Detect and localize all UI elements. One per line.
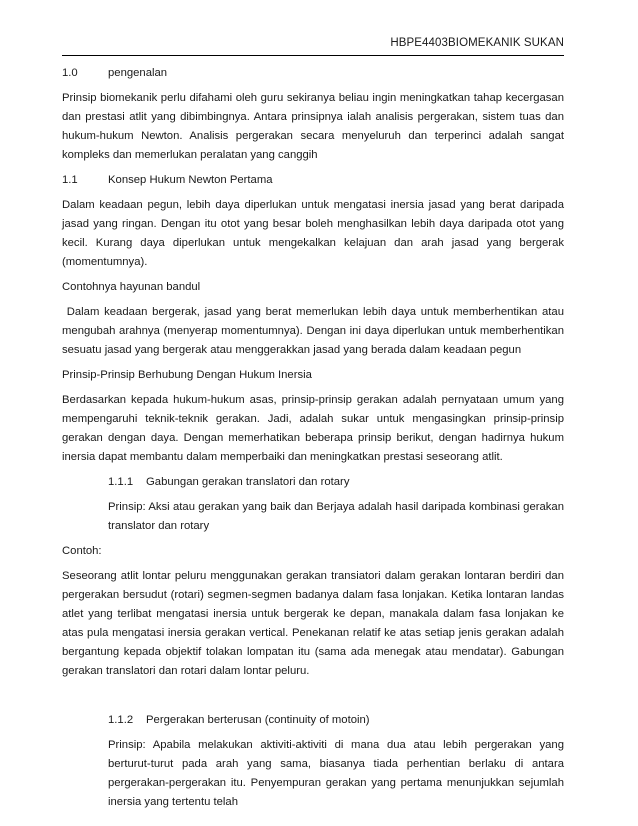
example-label: Contoh:: [62, 545, 102, 557]
subsection-1-1-2: [62, 711, 564, 812]
moving-paragraph: Dalam keadaan bergerak, jasad yang berat memerlukan lebih daya untuk memberhentikan atau mengubah arahnya (menyerap momentumnya). Dengan ini daya diperlukan untuk memberhentikan sesuatu jasad yang bergerak atau menggerakkan jasad yang berada dalam keadaan pegun: [62, 306, 568, 356]
section-number: 1.1.1: [108, 476, 134, 488]
section-heading-1-1-1: [108, 473, 564, 492]
intro-paragraph: Prinsip biomekanik perlu difahami oleh guru sekiranya beliau ingin meningkatkan tahap kecergasan dan prestasi atlit yang dibimbingnya. Antara prinsipnya ialah analisis pergerakan, sistem tuas dan hukum-hukum Newton. Analisis pergerakan secara menyeluruh dan terperinci adalah sangat kompleks dan memerlukan peralatan yang canggih: [62, 92, 564, 161]
section-heading-1-0: [62, 64, 564, 83]
principle-1-paragraph: Prinsip: Aksi atau gerakan yang baik dan Berjaya adalah hasil daripada kombinasi gerakan translator dan rotary: [108, 501, 564, 532]
subsection-1-1-1: [62, 473, 564, 536]
newton-paragraph: Dalam keadaan pegun, lebih daya diperlukan untuk mengatasi inersia jasad yang berat daripada jasad yang ringan. Dengan itu otot yang besar boleh menghasilkan lebih daya daripada otot yang kecil. Kurang daya diperlukan untuk mengekalkan kelajuan dan arah jasad yang bergerak (momentumnya).: [62, 199, 564, 268]
example-paragraph: Seseorang atlit lontar peluru menggunakan gerakan transiatori dalam gerakan lontaran berdiri dan pergerakan bersudut (rotari) segmen-segmen badanya dalam fasa lonjakan. Ketika lontaran landas atlet yang terlibat mengatasi inersia untuk bergerak ke depan, manakala dalam fasa lonjakan ke atas pula mengatasi inersia gerakan vertical. Penekanan relatif ke atas setiap jenis gerakan adalah bergantung kepada objektif tolakan lompatan itu (sama ada menegak atau mendatar). Gabungan gerakan translatori dan rotari dalam lontar peluru.: [62, 570, 564, 677]
section-number: 1.1.2: [108, 714, 134, 726]
principle-2-paragraph: Prinsip: Apabila melakukan aktiviti-aktiviti di mana dua atau lebih pergerakan yang berturut-turut pada arah yang sama, biasanya tiada perhentian berlaku di antara pergerakan-pergerakan itu. Penyempuran gerakan yang pertama menunjukkan sejumlah inersia yang tertentu telah: [108, 739, 564, 808]
section-number: 1.1: [62, 174, 78, 186]
section-title: pengenalan: [108, 67, 168, 79]
section-heading-1-1: [62, 171, 564, 190]
principles-paragraph: Berdasarkan kepada hukum-hukum asas, prinsip-prinsip gerakan adalah pernyataan umum yang mempengaruhi teknik-teknik gerakan. Jadi, adalah sukar untuk mengasingkan prinsip-prinsip gerakan dengan daya. Dengan memerhatikan beberapa prinsip berikut, dengan hadirnya hukum inersia dapat membantu dalam memperbaiki dan meningkatkan prestasi seseorang atlit.: [62, 394, 564, 463]
section-heading-1-1-2: [108, 711, 564, 730]
section-number: 1.0: [62, 67, 78, 79]
section-title: Konsep Hukum Newton Pertama: [108, 174, 273, 186]
pendulum-label: Contohnya hayunan bandul: [62, 281, 201, 293]
section-title: Pergerakan berterusan (continuity of motoin): [146, 714, 370, 726]
page-header: HBPE4403BIOMEKANIK SUKAN: [62, 34, 564, 56]
spacer: [62, 687, 564, 711]
document-body: [62, 64, 568, 818]
principles-heading: Prinsip-Prinsip Berhubung Dengan Hukum Inersia: [62, 369, 312, 381]
section-title: Gabungan gerakan translatori dan rotary: [146, 476, 350, 488]
